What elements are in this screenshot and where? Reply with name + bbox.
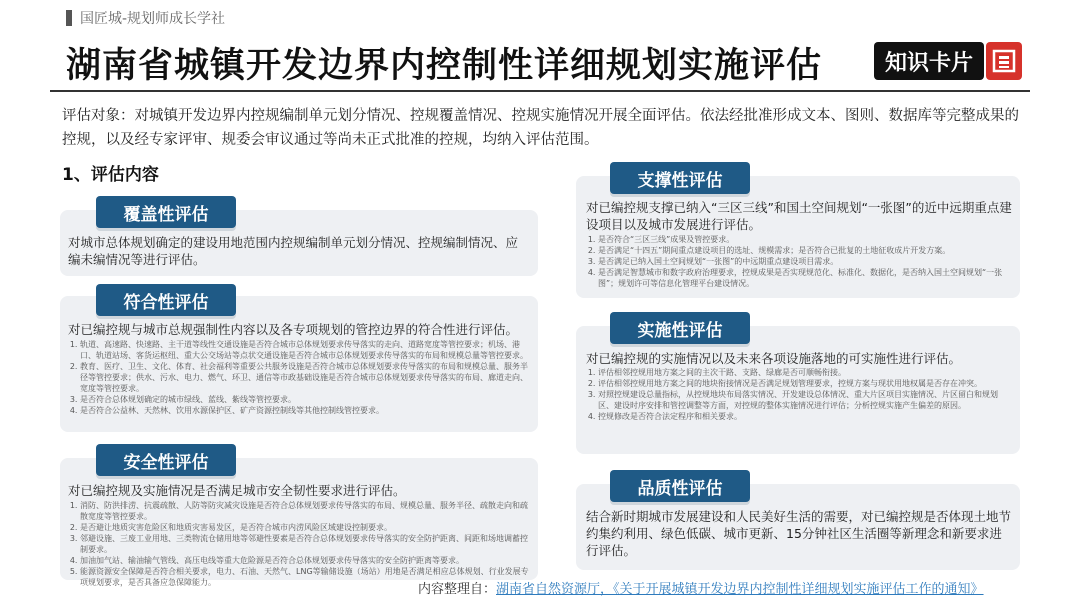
list-item: 1. 是否符合“三区三线”成果及管控要求。 — [598, 234, 1012, 245]
page-title: 湖南省城镇开发边界内控制性详细规划实施评估 — [66, 46, 823, 86]
list-item: 4. 是否满足智慧城市和数字政府治理要求，控规成果是否实现规范化、标准化、数据化，是否纳入国土空间规划“一张图”；规划许可等信息化管理平台建设情况。 — [598, 267, 1012, 289]
implementation-lead: 对已编控规的实施情况以及未来各项设施落地的可实施性进行评估。 — [586, 351, 962, 366]
list-item: 2. 评估相邻控规用地方案之间的地块衔接情况是否满足规划管理要求，控规方案与现状用地权属是否存在冲突。 — [598, 378, 1012, 389]
brand-name: 国匠城-规划师成长学社 — [80, 11, 226, 27]
title-divider — [50, 90, 1030, 92]
quality-tag: 品质性评估 — [610, 470, 750, 502]
conformity-tag: 符合性评估 — [96, 284, 236, 316]
brand-bar-icon — [66, 10, 72, 26]
list-item: 4. 控规修改是否符合法定程序和相关要求。 — [598, 411, 1012, 422]
safety-tag: 安全性评估 — [96, 444, 236, 476]
implementation-tag: 实施性评估 — [610, 312, 750, 344]
coverage-tag: 覆盖性评估 — [96, 196, 236, 228]
intro-text: 评估对象：对城镇开发边界内控规编制单元划分情况、控规覆盖情况、控规实施情况开展全面评估。依法经批准形成文本、图则、数据库等完整成果的控规，以及经专家评审、规委会审议通过等尚未正式批准的控规，均纳入评估范围。 — [62, 108, 1019, 148]
implementation-list — [584, 367, 1012, 422]
list-item: 1. 消防、防洪排涝、抗震疏散、人防等防灾减灾设施是否符合总体规划要求传导落实的布局、规模总量、服务半径、疏散走向和疏散宽度等管控要求。 — [80, 500, 532, 522]
list-item: 2. 是否避让地质灾害危险区和地质灾害易发区，是否符合城市内涝风险区域建设控制要求。 — [80, 522, 532, 533]
list-item: 2. 教育、医疗、卫生、文化、体育、社会福利等重要公共服务设施是否符合城市总体规划要求传导落实的布局和规模总量、服务半径等管控要求；供水、污水、电力、燃气、环卫、通信等市政基础设施是否符合城市总体规划要求传导落实的布局、廊道走向、宽度等管控要求。 — [80, 361, 532, 394]
coverage-lead: 对城市总体规划确定的建设用地范围内控规编制单元划分情况、控规编制情况、应编未编情况等进行评估。 — [68, 235, 519, 267]
support-lead: 对已编控规支撑已纳入“三区三线”和国土空间规划“一张图”的近中远期重点建设项目以及城市发展进行评估。 — [586, 200, 1012, 232]
source-label: 内容整理自： — [418, 582, 497, 597]
source-link[interactable]: 湖南省自然资源厅，《关于开展城镇开发边界内控制性详细规划实施评估工作的通知》 — [496, 582, 984, 597]
list-item: 3. 是否符合总体规划确定的城市绿线、蓝线、紫线等管控要求。 — [80, 394, 532, 405]
safety-list — [66, 500, 532, 588]
list-item: 5. 能源资源安全保障是否符合相关要求，电力、石油、天然气、LNG等输储设施（场站）用地是否满足相应总体规划、行业发展专项规划要求，是否具备应急保障能力。 — [80, 566, 532, 588]
conformity-list — [66, 339, 532, 416]
list-item: 3. 对照控规建设总量指标，从控规地块布局落实情况、开发建设总体情况、重大片区项目实施情况、片区留白和规划区、建设时序安排和管控调整等方面，对控规的整体实施情况进行评估；分析控规实施产生偏差的原因。 — [598, 389, 1012, 411]
source-footer — [418, 578, 984, 597]
list-item: 2. 是否满足“十四五”期间重点建设项目的选址、规模需求；是否符合已批复的土地征收成片开发方案。 — [598, 245, 1012, 256]
support-tag: 支撑性评估 — [610, 162, 750, 194]
list-item: 1. 轨道、高速路、快速路、主干道等线性交通设施是否符合城市总体规划要求传导落实的走向、道路宽度等管控要求；机场、港口、轨道站场、客货运枢纽、重大公交场站等点状交通设施是否符合城市总体规划要求传导落实的布局和规模总量等管控要求。 — [80, 339, 532, 361]
section-title: 1、评估内容 — [62, 165, 159, 185]
brand-header — [66, 8, 225, 28]
list-item: 4. 加油加气站、输油输气管线、高压电线等重大危险源是否符合总体规划要求传导落实的安全防护距离等要求。 — [80, 555, 532, 566]
safety-lead: 对已编控规及实施情况是否满足城市安全韧性要求进行评估。 — [68, 483, 406, 498]
conformity-lead: 对已编控规与城市总规强制性内容以及各专项规划的管控边界的符合性进行评估。 — [68, 322, 519, 337]
list-item: 4. 是否符合公益林、天然林、饮用水源保护区、矿产资源控制线等其他控制线管控要求。 — [80, 405, 532, 416]
list-item: 1. 评估相邻控规用地方案之间的主次干路、支路、绿廊是否可顺畅衔接。 — [598, 367, 1012, 378]
list-item: 3. 是否满足已纳入国土空间规划“一张图”的中远期重点建设项目需求。 — [598, 256, 1012, 267]
brand-logo-icon — [986, 42, 1022, 80]
knowledge-card-badge: 知识卡片 — [874, 42, 984, 80]
support-list — [584, 234, 1012, 289]
quality-lead: 结合新时期城市发展建设和人民美好生活的需要，对已编控规是否体现土地节约集约利用、绿色低碳、城市更新、15分钟社区生活圈等新理念和新要求进行评估。 — [586, 509, 1012, 558]
list-item: 3. 邻避设施、三废工业用地、三类物流仓储用地等邻避性要素是否符合总体规划要求传导落实的安全防护距离、间距和场地调蓄控制要求。 — [80, 533, 532, 555]
